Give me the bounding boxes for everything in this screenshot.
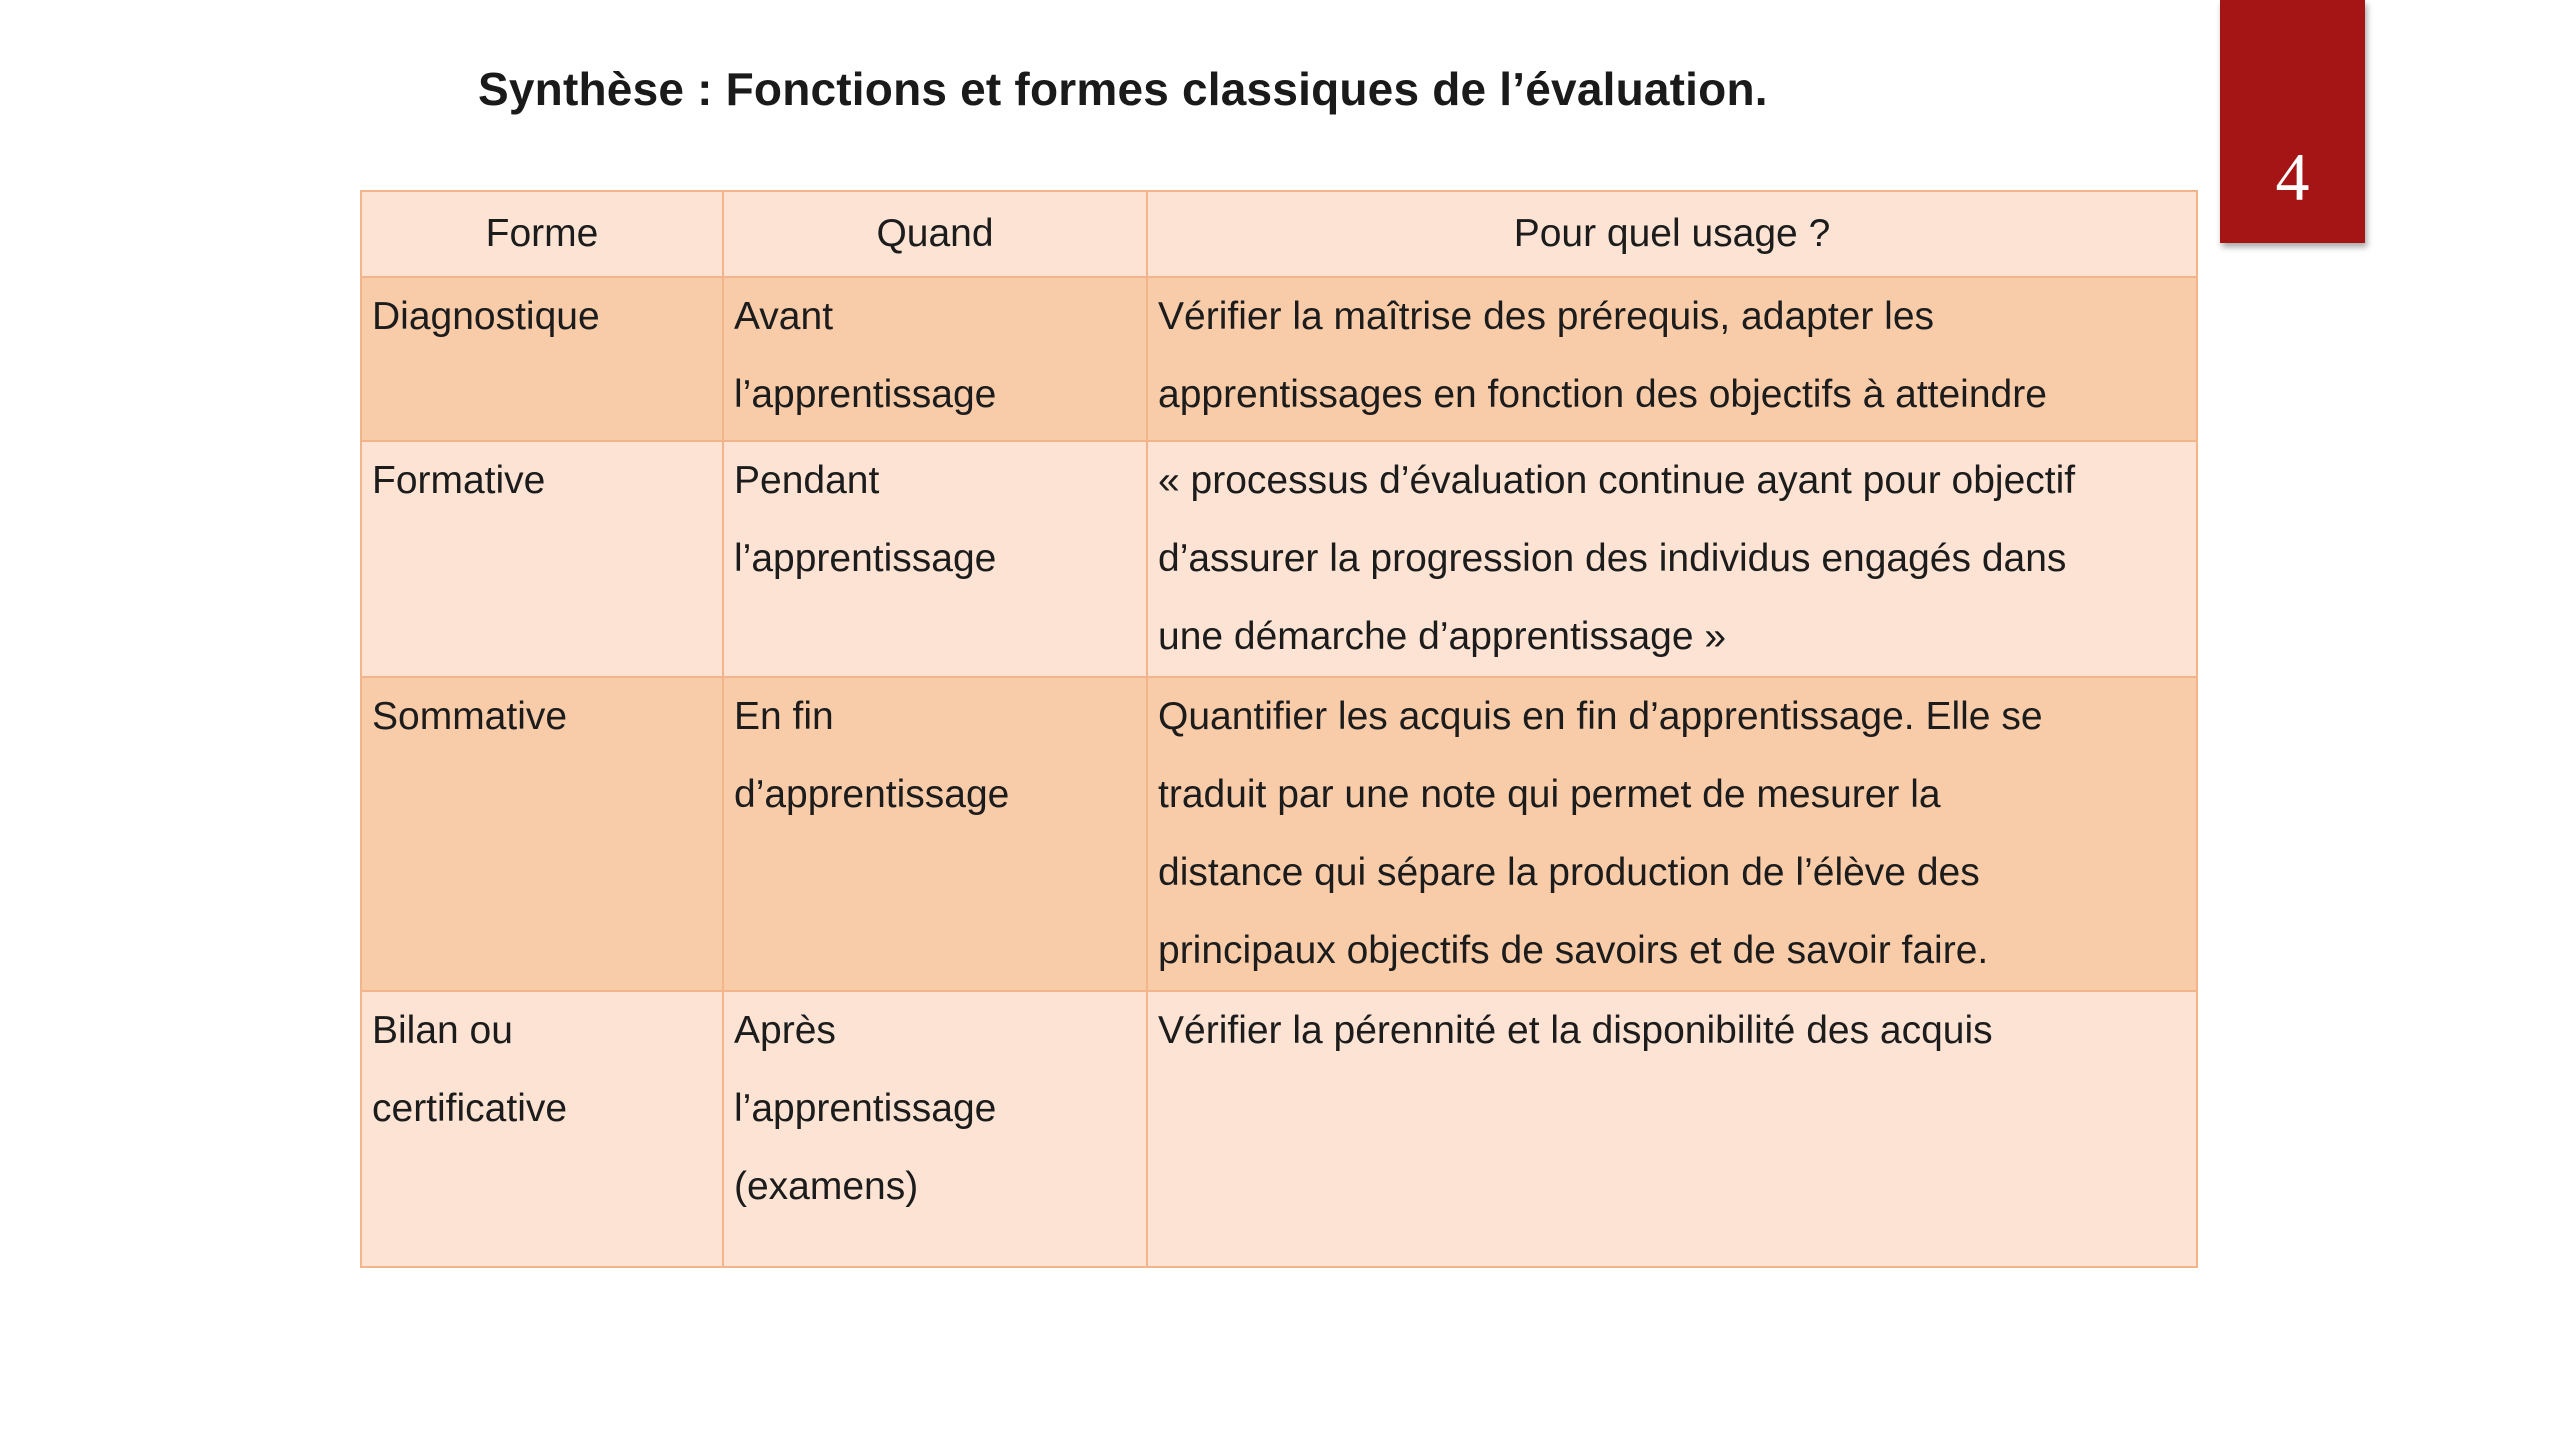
cell-usage — [1147, 441, 2197, 677]
table-row — [361, 677, 2197, 991]
table-header-row — [361, 191, 2197, 277]
cell-text: Quantifier les acquis en fin d’apprentissage. Elle se traduit par une note qui permet de mesurer la distance qui sépare la production de l’élève des principaux objectifs de savoirs et de savoir faire. — [1158, 695, 2043, 972]
table-row — [361, 441, 2197, 677]
cell-text: Pendant l’apprentissage — [734, 459, 997, 580]
cell-forme — [361, 441, 723, 677]
cell-forme — [361, 277, 723, 441]
header-quand: Quand — [723, 191, 1147, 277]
header-forme: Forme — [361, 191, 723, 277]
cell-usage — [1147, 277, 2197, 441]
cell-text: « processus d’évaluation continue ayant pour objectif d’assurer la progression des individus engagés dans une démarche d’apprentissage » — [1158, 459, 2076, 658]
cell-quand — [723, 277, 1147, 441]
table-row — [361, 991, 2197, 1267]
slide-title: Synthèse : Fonctions et formes classiques de l’évaluation. — [478, 63, 1768, 115]
cell-text: Vérifier la pérennité et la disponibilité des acquis — [1158, 1009, 1993, 1052]
cell-text: Avant l’apprentissage — [734, 295, 997, 416]
table-row — [361, 277, 2197, 441]
cell-usage — [1147, 991, 2197, 1267]
cell-text: Sommative — [372, 695, 568, 738]
evaluation-table — [360, 190, 2198, 1268]
cell-forme — [361, 677, 723, 991]
cell-text: Diagnostique — [372, 295, 600, 338]
page-number-badge — [2220, 0, 2365, 243]
cell-text: Formative — [372, 459, 546, 502]
cell-quand — [723, 441, 1147, 677]
cell-forme — [361, 991, 723, 1267]
header-usage: Pour quel usage ? — [1147, 191, 2197, 277]
cell-text: En fin d’apprentissage — [734, 695, 1010, 816]
cell-usage — [1147, 677, 2197, 991]
cell-text: Bilan ou certificative — [372, 1009, 568, 1130]
cell-text: Après l’apprentissage (examens) — [734, 1009, 997, 1208]
cell-quand — [723, 677, 1147, 991]
cell-text: Vérifier la maîtrise des prérequis, adapter les apprentissages en fonction des objectifs à atteindre — [1158, 295, 2047, 416]
cell-quand — [723, 991, 1147, 1267]
page-number: 4 — [2275, 139, 2310, 215]
